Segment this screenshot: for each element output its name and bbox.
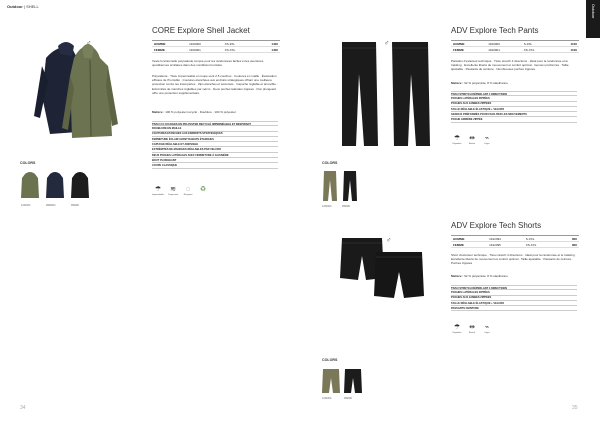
spec-gender: FEMME xyxy=(451,242,487,248)
material-value: 92 % polyamide, 8 % élasthanne xyxy=(464,81,508,85)
pants-product-image xyxy=(338,40,438,150)
feature-item: GENOUX PRÉFORMÉS POUR FACILITER LES MOUVEMENTS xyxy=(451,112,577,117)
color-swatch-navy[interactable] xyxy=(45,170,65,200)
spec-price: 110€ xyxy=(555,41,579,47)
spec-sizes: XS-XXL xyxy=(223,47,256,53)
swatch-code: 999000 xyxy=(71,204,79,207)
shorts-title: ADV Explore Tech Shorts xyxy=(451,221,542,230)
spec-price: 110€ xyxy=(555,47,579,53)
side-tab-label: Outdoor xyxy=(591,4,596,19)
feature-item: POCHES LATÉRALES ZIPPÉES xyxy=(451,96,577,101)
feature-item: FERMETURE ÉCLAIR AVANT RABATS ÉTANCHES xyxy=(152,137,278,142)
color-swatch-olive[interactable] xyxy=(322,170,338,202)
shorts-description: Short d'extérieur technique · Tissu stretch 4 directions · Idéal pour la randonnée et le trekking · Excellente liberté de mouvement et confort optimal · Taille ajustable · Passants de ceinture · Poches zippées xyxy=(451,253,577,266)
jacket-colors-label: COLORS xyxy=(20,161,36,165)
breathable-icon: ◌ xyxy=(185,186,191,193)
swatch-code: 1234000 xyxy=(322,397,332,400)
swatch-shape xyxy=(344,369,362,393)
pants-swatches xyxy=(322,170,382,212)
material-value: 92 % polyamide, 8 % élasthanne xyxy=(464,274,508,278)
table-row xyxy=(152,47,280,53)
shorts-swatches xyxy=(322,368,382,404)
feature-icon: ⇹ Stretch xyxy=(466,324,478,334)
side-tab xyxy=(586,0,600,38)
jacket-title: CORE Explore Shell Jacket xyxy=(152,26,250,35)
feature-item: DEUX POCHES LATÉRALES AVEC FERMETURE À GLISSIÈRE xyxy=(152,153,278,158)
feature-item: COUPE CLASSIQUE xyxy=(152,163,278,168)
feature-icon xyxy=(197,186,209,196)
shorts-front-image xyxy=(374,252,424,298)
feature-icon: ⇹ Stretch xyxy=(466,135,478,145)
page-number-right: 35 xyxy=(572,405,578,411)
feature-icon: ☂ Déperlant xyxy=(452,135,462,145)
breadcrumb-subsection: SHELL xyxy=(26,4,39,9)
feature-item: TAILLE RÉGLABLE ÉLASTIQUE + VELCRO xyxy=(451,301,577,306)
swatch-shape xyxy=(46,172,64,198)
water-repellent-icon: ☂ xyxy=(453,324,461,331)
feature-item: POCHE ARRIÈRE ZIPPÉE xyxy=(451,117,577,122)
swatch-code: 9999000 xyxy=(46,204,56,207)
pants-description: Pantalon d'extérieur technique · Tissu stretch 4 directions · Idéal pour la randonnée et le trekking · Excellente liberté de mouvement et confort optimal · Genoux préformés · Taille ajustable · Passants de ceinture · Nombreuses poches zippées xyxy=(451,59,569,72)
pants-front-image xyxy=(342,42,378,146)
shorts-colors-label: COLORS xyxy=(322,358,338,362)
spec-gender: FEMME xyxy=(152,47,187,53)
jacket-product-image xyxy=(28,36,128,146)
spec-code: 1912395 xyxy=(487,242,524,248)
swatch-shape xyxy=(322,369,340,393)
feature-icon: ◌ Respirant xyxy=(183,186,193,196)
color-swatch-olive[interactable] xyxy=(322,368,340,394)
swatch-shape xyxy=(323,171,337,201)
light-icon: ⌁ xyxy=(484,324,490,331)
light-icon: ⌁ xyxy=(484,135,490,142)
jacket-gender-symbol: ♂ xyxy=(86,40,92,47)
spec-gender: HOMME xyxy=(152,41,187,47)
color-swatch-black[interactable] xyxy=(70,170,90,200)
spec-code: 1910001 xyxy=(187,47,223,53)
shorts-gender-symbol: ♂ xyxy=(386,237,392,244)
feature-item: COUTURES ÉTANCHES AUX ENDROITS STRATÉGIQUES xyxy=(152,132,278,137)
shorts-material xyxy=(451,274,577,278)
spec-code: 1910000 xyxy=(486,41,522,47)
feature-icon: ⌁ Léger xyxy=(481,135,493,145)
feature-item: POCHES AUX JAMBES ZIPPÉES xyxy=(451,102,577,107)
stretch-icon: ⇹ xyxy=(469,324,475,331)
shorts-spec-table xyxy=(451,235,579,248)
breadcrumb-separator: | xyxy=(23,4,25,9)
feature-icon: ☂ Déperlant xyxy=(452,324,462,334)
spec-gender: HOMME xyxy=(451,236,487,242)
spec-code: 1910000 xyxy=(187,41,223,47)
jacket-material xyxy=(152,110,278,114)
feature-item: BOUT PLONGEANT xyxy=(152,158,278,163)
spec-code: 1912394 xyxy=(487,236,524,242)
swatch-code: 999000 xyxy=(344,397,352,400)
feature-item: EXTRÉMITÉS DE MANCHES RÉGLABLES PAR VELCRO xyxy=(152,147,278,152)
swatch-shape xyxy=(21,172,39,198)
page-number-left: 34 xyxy=(20,405,26,411)
swatch-shape xyxy=(343,171,357,201)
feature-item: TISSU STRETCH DÉPERLANT 4 DIRECTIONS xyxy=(451,91,577,96)
table-row xyxy=(451,242,579,248)
swatch-code: 999000 xyxy=(342,205,350,208)
color-swatch-black[interactable] xyxy=(344,368,362,394)
shorts-product-image xyxy=(340,236,440,316)
feature-item: CAPUCHE RÉGLABLE ET AMOVIBLE xyxy=(152,142,278,147)
swatch-shape xyxy=(71,172,89,198)
spec-sizes: S-XXL xyxy=(524,236,558,242)
shorts-features xyxy=(451,285,577,311)
jacket-description: Veste fonctionnelle polyvalente conçue pour les randonnées faciles et les aventures quotidiennes similaires dans des conditions humides. xyxy=(152,59,264,68)
spec-sizes: S-3XL xyxy=(522,41,555,47)
feature-item: TISSU 2,5 COUCHES EN POLYESTER RECYCLÉ IMPERMÉABLE ET RESPIRANT xyxy=(152,121,278,126)
spec-gender: HOMME xyxy=(451,41,486,47)
swatch-code: 1234000 xyxy=(21,204,31,207)
feature-icon: ≋ Coupe-vent xyxy=(167,186,179,196)
feature-item: TAILLE RÉGLABLE ÉLASTIQUE + VELCRO xyxy=(451,107,577,112)
pants-back-image xyxy=(392,42,430,146)
feature-icon: ☂ Imperméable xyxy=(152,186,164,196)
pants-spec-table xyxy=(451,40,579,53)
material-value: 100 % polyester recyclé · Doublure : 100 % polyester xyxy=(165,110,236,114)
jacket-description-details: Polyvalente · Tissu imperméable et coupe-vent 2,5 couches · Coutures en maille · Évacuation efficace de l'humidité · Coutures étanchées aux endroits stratégiques offrant une meilleure protection contre les intempéries · Zips étanches et sécurisés · Capuche réglable et amovible · Extrémités de manches réglables par velcro · Deux poches latérales zippées · Don plongeant offre une protection supplémentaire. xyxy=(152,74,278,95)
feature-item: POCHES AUX JAMBES ZIPPÉES xyxy=(451,296,577,301)
spec-gender: FEMME xyxy=(451,47,486,53)
pants-features xyxy=(451,91,577,123)
pants-gender-symbol: ♂ xyxy=(384,40,390,47)
spec-price: 140€ xyxy=(256,47,280,53)
pants-material xyxy=(451,81,577,85)
waterproof-icon: ☂ xyxy=(154,186,162,193)
recycled-icon: ♻ xyxy=(199,186,207,193)
material-label: Matière : xyxy=(451,274,464,278)
spec-sizes: XS-3XL xyxy=(223,41,256,47)
pants-colors-label: COLORS xyxy=(322,161,338,165)
spec-price: 140€ xyxy=(256,41,280,47)
spec-sizes: XS-XXL xyxy=(524,242,558,248)
windproof-icon: ≋ xyxy=(170,186,176,193)
breadcrumb-section: Outdoor xyxy=(7,4,23,9)
spec-code: 1910001 xyxy=(486,47,522,53)
pants-icons xyxy=(451,135,493,145)
swatch-code: 1234000 xyxy=(322,205,332,208)
color-swatch-olive[interactable] xyxy=(20,170,40,200)
feature-item: POCHES LATÉRALES ZIPPÉES xyxy=(451,290,577,295)
material-label: Matière : xyxy=(152,110,165,114)
feature-item: PASSANTS CEINTURE xyxy=(451,306,577,311)
shorts-icons xyxy=(451,324,493,334)
feature-item: DOUBLURE EN MAILLE xyxy=(152,126,278,131)
spec-sizes: XS-XXL xyxy=(522,47,555,53)
table-row xyxy=(451,47,579,53)
color-swatch-black[interactable] xyxy=(342,170,358,202)
water-repellent-icon: ☂ xyxy=(453,135,461,142)
spec-price: 80€ xyxy=(558,242,579,248)
pants-title: ADV Explore Tech Pants xyxy=(451,26,539,35)
jacket-features xyxy=(152,121,278,169)
jacket-spec-table xyxy=(152,40,280,53)
feature-icon: ⌁ Léger xyxy=(481,324,493,334)
jacket-icons xyxy=(152,186,209,196)
spec-price: 80€ xyxy=(558,236,579,242)
breadcrumb xyxy=(7,4,39,9)
feature-item: TISSU STRETCH DÉPERLANT 4 DIRECTIONS xyxy=(451,285,577,290)
stretch-icon: ⇹ xyxy=(469,135,475,142)
jacket-swatches xyxy=(20,170,100,210)
material-label: Matière : xyxy=(451,81,464,85)
